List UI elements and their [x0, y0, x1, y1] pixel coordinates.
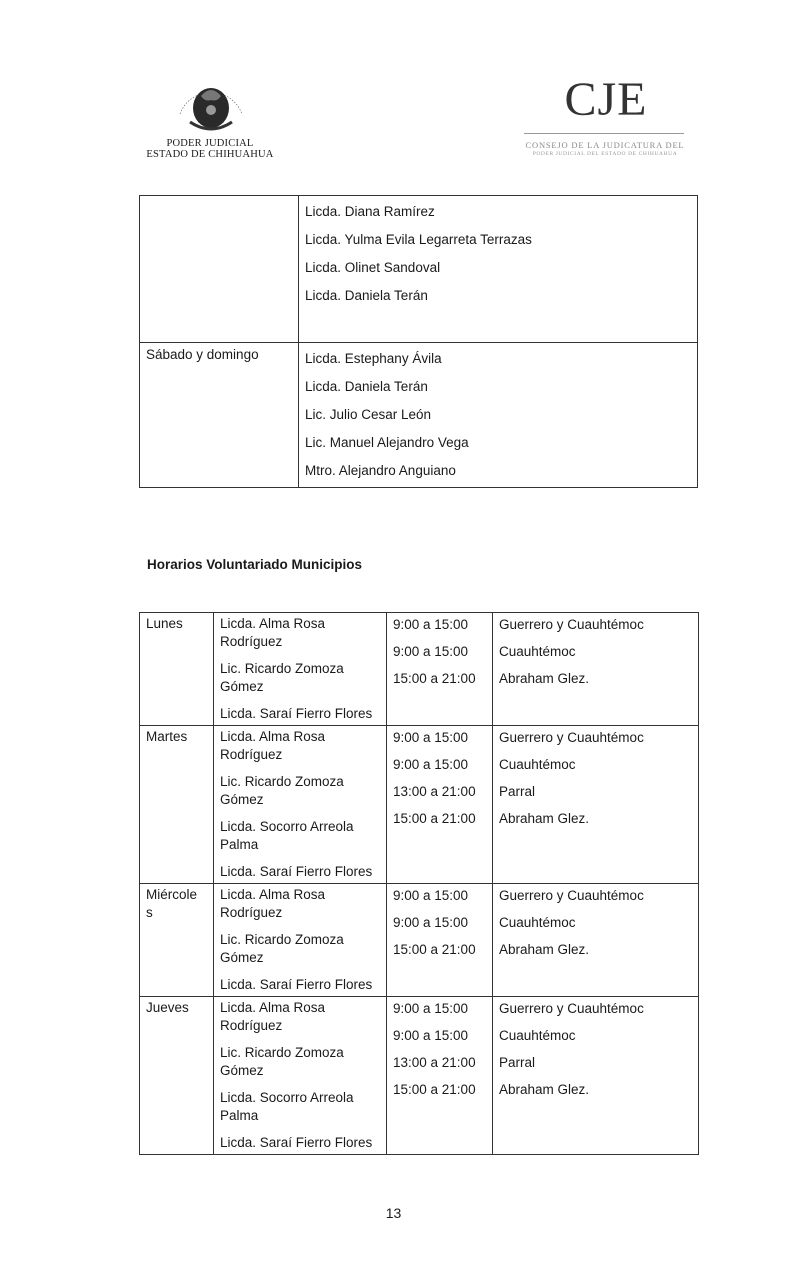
places-cell — [493, 997, 699, 1155]
hour-range: 15:00 a 21:00 — [393, 671, 476, 686]
hour-range: 9:00 a 15:00 — [393, 617, 469, 632]
municipal-volunteer-schedule-table — [139, 612, 699, 1155]
day-label: Lunes — [146, 616, 183, 631]
staff-name: Licda. Socorro Arreola Palma — [220, 1090, 354, 1123]
place: Cuauhtémoc — [499, 1028, 576, 1043]
table-row — [140, 343, 698, 488]
place: Abraham Glez. — [499, 942, 590, 957]
staff-name: Lic. Julio Cesar León — [305, 407, 432, 422]
place: Abraham Glez. — [499, 811, 590, 826]
place: Parral — [499, 1055, 536, 1070]
place: Abraham Glez. — [499, 1082, 590, 1097]
place: Cuauhtémoc — [499, 915, 576, 930]
mexican-coat-of-arms-seal — [168, 66, 254, 138]
day-cell — [140, 997, 214, 1155]
table-row — [140, 613, 699, 726]
names-cell — [214, 613, 387, 726]
table-row — [140, 997, 699, 1155]
weekend-staff-table — [139, 195, 698, 488]
institution-line-2: ESTADO DE CHIHUAHUA — [146, 149, 274, 160]
staff-name: Licda. Saraí Fierro Flores — [220, 706, 373, 721]
cje-logo-subtitle-2: PODER JUDICIAL DEL ESTADO DE CHIHUAHUA — [532, 151, 678, 157]
section-heading: Horarios Voluntariado Municipios — [147, 557, 363, 572]
staff-name: Licda. Estephany Ávila — [305, 351, 442, 366]
places-cell — [493, 613, 699, 726]
cje-logo: CJE — [564, 73, 648, 126]
names-cell — [214, 726, 387, 884]
hour-range: 13:00 a 21:00 — [393, 784, 476, 799]
places-cell — [493, 884, 699, 997]
day-label: Martes — [146, 729, 188, 744]
staff-name: Lic. Manuel Alejandro Vega — [305, 435, 469, 450]
hour-range: 9:00 a 15:00 — [393, 1028, 469, 1043]
table-row — [140, 196, 698, 343]
names-cell — [299, 343, 698, 488]
staff-name: Licda. Alma Rosa Rodríguez — [220, 887, 326, 920]
place: Guerrero y Cuauhtémoc — [499, 730, 644, 745]
staff-name: Licda. Diana Ramírez — [305, 204, 435, 219]
cje-logo-rule — [524, 133, 684, 134]
staff-name: Licda. Daniela Terán — [305, 288, 428, 303]
staff-name: Licda. Daniela Terán — [305, 379, 428, 394]
place: Abraham Glez. — [499, 671, 590, 686]
staff-name: Licda. Saraí Fierro Flores — [220, 1135, 373, 1150]
staff-name: Lic. Ricardo Zomoza Gómez — [220, 932, 344, 965]
staff-name: Licda. Yulma Evila Legarreta Terrazas — [305, 232, 532, 247]
day-label: Miércole s — [146, 887, 198, 920]
place: Guerrero y Cuauhtémoc — [499, 617, 644, 632]
hours-cell — [387, 997, 493, 1155]
staff-name: Licda. Socorro Arreola Palma — [220, 819, 354, 852]
day-cell — [140, 196, 299, 343]
hours-cell — [387, 613, 493, 726]
names-cell — [214, 997, 387, 1155]
place: Cuauhtémoc — [499, 757, 576, 772]
staff-name: Licda. Alma Rosa Rodríguez — [220, 616, 326, 649]
place: Guerrero y Cuauhtémoc — [499, 888, 644, 903]
day-cell — [140, 613, 214, 726]
names-cell — [214, 884, 387, 997]
table-row — [140, 884, 699, 997]
hour-range: 9:00 a 15:00 — [393, 915, 469, 930]
staff-name: Licda. Alma Rosa Rodríguez — [220, 1000, 326, 1033]
staff-name: Licda. Saraí Fierro Flores — [220, 977, 373, 992]
hour-range: 9:00 a 15:00 — [393, 1001, 469, 1016]
institution-line-1: PODER JUDICIAL — [166, 138, 254, 149]
staff-name: Licda. Saraí Fierro Flores — [220, 864, 373, 879]
staff-name: Lic. Ricardo Zomoza Gómez — [220, 661, 344, 694]
hour-range: 9:00 a 15:00 — [393, 888, 469, 903]
staff-name: Lic. Ricardo Zomoza Gómez — [220, 774, 344, 807]
hour-range: 9:00 a 15:00 — [393, 730, 469, 745]
day-cell: Sábado y domingo — [140, 343, 299, 488]
hours-cell — [387, 884, 493, 997]
place: Guerrero y Cuauhtémoc — [499, 1001, 644, 1016]
hour-range: 9:00 a 15:00 — [393, 757, 469, 772]
names-cell — [299, 196, 698, 343]
day-label: Jueves — [146, 1000, 189, 1015]
staff-name: Licda. Olinet Sandoval — [305, 260, 441, 275]
places-cell — [493, 726, 699, 884]
hour-range: 9:00 a 15:00 — [393, 644, 469, 659]
hour-range: 15:00 a 21:00 — [393, 942, 476, 957]
place: Parral — [499, 784, 536, 799]
day-cell — [140, 884, 214, 997]
cje-logo-subtitle-1: CONSEJO DE LA JUDICATURA DEL — [525, 140, 685, 150]
staff-name: Licda. Alma Rosa Rodríguez — [220, 729, 326, 762]
hours-cell — [387, 726, 493, 884]
page-number: 13 — [385, 1205, 402, 1221]
day-cell — [140, 726, 214, 884]
hour-range: 15:00 a 21:00 — [393, 811, 476, 826]
hour-range: 15:00 a 21:00 — [393, 1082, 476, 1097]
staff-name: Mtro. Alejandro Anguiano — [305, 463, 456, 478]
institution-name — [130, 138, 290, 160]
staff-name: Lic. Ricardo Zomoza Gómez — [220, 1045, 344, 1078]
hour-range: 13:00 a 21:00 — [393, 1055, 476, 1070]
place: Cuauhtémoc — [499, 644, 576, 659]
table-row — [140, 726, 699, 884]
